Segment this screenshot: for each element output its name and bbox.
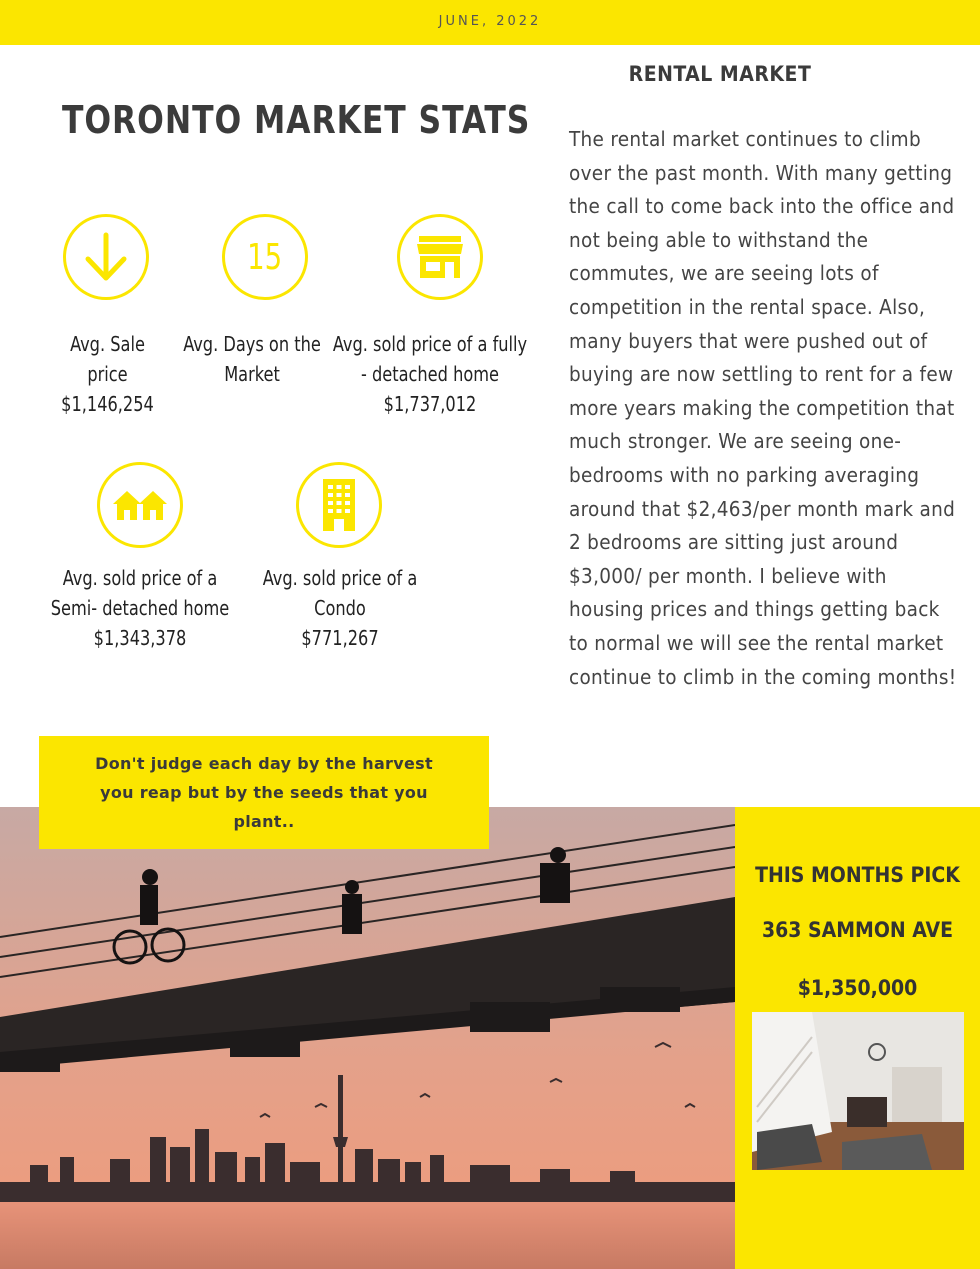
pick-interior-photo [752,1012,964,1170]
semi-detached-houses-icon [97,462,183,548]
days-number-icon [222,214,308,300]
quote-text: Don't judge each day by the harvest you reap but by the seeds that you plant.. [95,754,433,831]
condo-building-icon [296,462,382,548]
pick-price: $1,350,000 [797,976,918,1000]
stat-label-line: Avg. sold price of a [262,566,418,590]
rental-market-text: The rental market continues to climb over the past month. With many getting the call to come back into the office and not being able to withstand the commutes, we are seeing lots of competition in the rental space. Also, many buyers that were pushed out of buying are now settling to rent for a few more years making the competition that much stronger. We are seeing one-bedrooms with no parking averaging around that $2,463/per month mark and 2 bedrooms are sitting just around $3,000/ per month. I believe with housing prices and things getting back to normal we will see the rental market continue to climb in the coming months! [569,127,957,689]
issue-date: JUNE, 2022 [438,14,542,29]
stat-avg-sale-price [29,329,187,419]
stat-avg-days-on-market [180,329,324,389]
stat-label-line: Market [224,362,280,386]
stat-label-line: Avg. sold price of a [62,566,218,590]
stat-label-line: Avg. sold price of a fully [332,332,528,356]
stat-label-line: Avg. Sale [70,332,145,356]
stat-avg-detached-price [331,329,529,419]
quote-box [39,736,489,849]
stat-label-line: price [87,362,128,386]
down-arrow-icon [63,214,149,300]
stat-value: $1,146,254 [61,392,154,416]
toronto-skyline-photo [0,807,735,1269]
stat-avg-condo-price [259,563,421,653]
stat-value: $1,343,378 [93,626,187,650]
stat-label-line: Semi- detached home [50,596,230,620]
pick-heading: THIS MONTHS PICK [755,863,960,887]
stat-label-line: Avg. Days on the [183,332,321,356]
page-title: TORONTO MARKET STATS [62,98,531,142]
monthly-pick-panel [735,807,980,1269]
pick-address: 363 SAMMON AVE [761,918,954,942]
stat-value: $1,737,012 [383,392,477,416]
stat-avg-semi-detached-price [50,563,230,653]
days-number: 15 [247,236,283,278]
storefront-icon [397,214,483,300]
rental-market-heading: RENTAL MARKET [628,62,812,86]
stat-label-line: Condo [314,596,366,620]
stat-label-line: - detached home [361,362,499,386]
stat-value: $771,267 [301,626,379,650]
